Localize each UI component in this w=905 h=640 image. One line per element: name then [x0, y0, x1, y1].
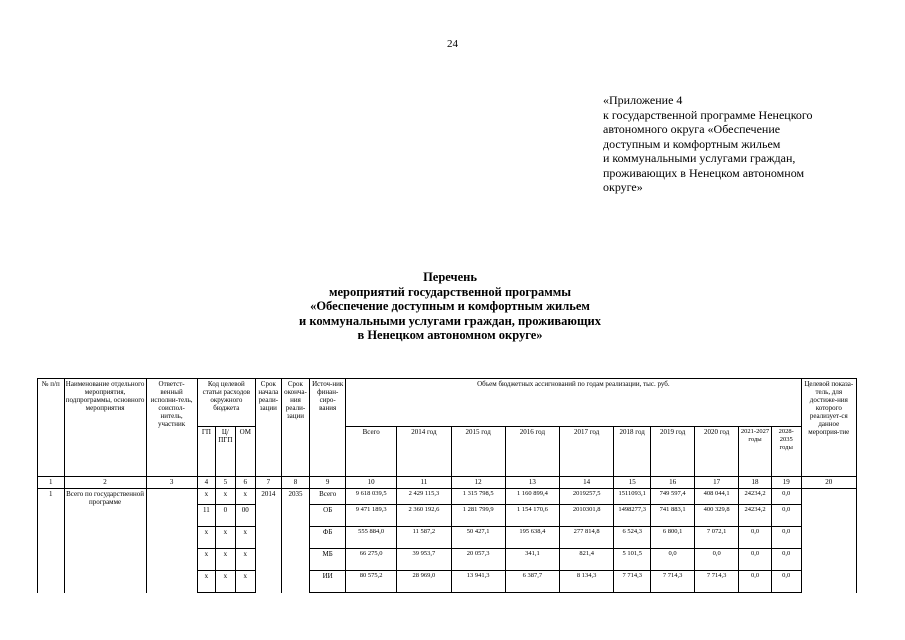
title-line: Перечень [423, 270, 477, 284]
cell-value: 2 429 115,3 [397, 489, 451, 505]
header-year: 2020 год [695, 427, 739, 477]
cell-value: 2019257,5 [560, 489, 614, 505]
column-numbers-row [38, 477, 857, 489]
header-year: 2016 год [505, 427, 559, 477]
cell-source: Всего [310, 489, 346, 505]
header-responsible: Ответст-венный исполни-тель, соиспол-нитель, участник [146, 379, 197, 477]
cell-value: 821,4 [560, 549, 614, 571]
cell-value: 2 360 192,6 [397, 505, 451, 527]
cell-value: 7 714,3 [651, 571, 695, 593]
cell-gp: х [197, 489, 215, 505]
appendix-line: доступным и комфортным жильем [603, 136, 781, 151]
item-indicator [801, 489, 856, 593]
col-number: 6 [235, 477, 256, 489]
activities-table [37, 378, 857, 593]
cell-value: 7 072,1 [695, 527, 739, 549]
cell-total: 555 884,0 [346, 527, 397, 549]
cell-source: ОБ [310, 505, 346, 527]
header-num: № п/п [38, 379, 65, 477]
col-number: 8 [281, 477, 310, 489]
header-start: Срок начала реали-зации [256, 379, 282, 477]
header-indicator: Целевой показа-тель, для достиже-ния которого реализует-ся данное мероприя-тие [801, 379, 856, 477]
cell-gp: 11 [197, 505, 215, 527]
title-line: и коммунальными услугами граждан, проживающих [299, 313, 601, 328]
cell-om: 00 [235, 505, 256, 527]
page-number: 24 [447, 38, 458, 50]
header-code: Код целевой статьи расходов окружного бюджета [197, 379, 255, 427]
header-name: Наименование отдельного мероприятия, подпрограммы, основного мероприятия [64, 379, 146, 477]
header-code-gp: ГП [197, 427, 215, 477]
cell-total: 9 618 039,5 [346, 489, 397, 505]
col-number: 20 [801, 477, 856, 489]
item-name: Всего по государственной программе [64, 489, 146, 593]
cell-value: 8 134,3 [560, 571, 614, 593]
cell-value: 6 387,7 [505, 571, 559, 593]
cell-gp: х [197, 571, 215, 593]
header-year: 2028-2035 годы [771, 427, 801, 477]
cell-value: 24234,2 [739, 505, 772, 527]
cell-source: МБ [310, 549, 346, 571]
cell-value: 0,0 [771, 489, 801, 505]
cell-value: 749 597,4 [651, 489, 695, 505]
col-number: 19 [771, 477, 801, 489]
cell-value: 28 969,0 [397, 571, 451, 593]
col-number: 13 [505, 477, 559, 489]
appendix-line: и коммунальными услугами граждан, [603, 151, 796, 165]
header-year: 2017 год [560, 427, 614, 477]
cell-pgp: х [216, 571, 235, 593]
cell-gp: х [197, 527, 215, 549]
cell-value: 39 953,7 [397, 549, 451, 571]
header-source: Источ-ник финан-сиро-вания [310, 379, 346, 477]
header-year: 2015 год [451, 427, 505, 477]
col-number: 2 [64, 477, 146, 489]
cell-value: 277 814,8 [560, 527, 614, 549]
cell-value: 0,0 [739, 571, 772, 593]
col-number: 7 [256, 477, 282, 489]
item-responsible [146, 489, 197, 593]
cell-value: 24234,2 [739, 489, 772, 505]
cell-om: х [235, 549, 256, 571]
col-number: 16 [651, 477, 695, 489]
appendix-line: «Приложение 4 [603, 93, 683, 107]
cell-value: 7 714,3 [614, 571, 651, 593]
cell-total: 66 275,0 [346, 549, 397, 571]
col-number: 14 [560, 477, 614, 489]
col-number: 12 [451, 477, 505, 489]
cell-value: 6 524,3 [614, 527, 651, 549]
header-year: 2021-2027 годы [739, 427, 772, 477]
cell-value: 1498277,3 [614, 505, 651, 527]
header-year: 2014 год [397, 427, 451, 477]
cell-value: 408 044,1 [695, 489, 739, 505]
header-code-pgp: Ц/ ПГП [216, 427, 235, 477]
col-number: 4 [197, 477, 215, 489]
cell-om: х [235, 571, 256, 593]
cell-value: 5 101,5 [614, 549, 651, 571]
cell-value: 0,0 [771, 549, 801, 571]
item-start: 2014 [256, 489, 282, 593]
item-end: 2035 [281, 489, 310, 593]
cell-value: 1 154 170,6 [505, 505, 559, 527]
cell-value: 0,0 [771, 571, 801, 593]
cell-value: 13 941,3 [451, 571, 505, 593]
cell-om: х [235, 489, 256, 505]
col-number: 3 [146, 477, 197, 489]
table-row [38, 489, 857, 505]
cell-value: 1 281 799,9 [451, 505, 505, 527]
cell-value: 0,0 [651, 549, 695, 571]
col-number: 10 [346, 477, 397, 489]
appendix-line: проживающих в Ненецком автономном [603, 165, 805, 180]
cell-gp: х [197, 549, 215, 571]
cell-value: 6 800,1 [651, 527, 695, 549]
col-number: 11 [397, 477, 451, 489]
header-total: Всего [346, 427, 397, 477]
cell-value: 0,0 [695, 549, 739, 571]
document-title [170, 270, 730, 343]
header-row-1 [38, 379, 857, 427]
col-number: 9 [310, 477, 346, 489]
cell-value: 11 587,2 [397, 527, 451, 549]
cell-value: 0,0 [739, 527, 772, 549]
cell-pgp: х [216, 527, 235, 549]
col-number: 17 [695, 477, 739, 489]
cell-source: ИИ [310, 571, 346, 593]
cell-om: х [235, 527, 256, 549]
appendix-line: округе» [603, 180, 643, 194]
cell-value: 195 638,4 [505, 527, 559, 549]
cell-value: 50 427,1 [451, 527, 505, 549]
cell-total: 9 471 189,3 [346, 505, 397, 527]
appendix-note [603, 93, 893, 195]
cell-value: 0,0 [771, 527, 801, 549]
col-number: 15 [614, 477, 651, 489]
cell-pgp: х [216, 489, 235, 505]
cell-value: 0,0 [739, 549, 772, 571]
item-num: 1 [38, 489, 65, 593]
title-line: «Обеспечение доступным и комфортным жильем [310, 299, 590, 313]
col-number: 5 [216, 477, 235, 489]
cell-value: 1 160 899,4 [505, 489, 559, 505]
appendix-line: автономного округа «Обеспечение [603, 122, 781, 136]
header-year: 2019 год [651, 427, 695, 477]
title-line: мероприятий государственной программы [328, 284, 572, 299]
cell-value: 741 883,1 [651, 505, 695, 527]
col-number: 1 [38, 477, 65, 489]
header-year: 2018 год [614, 427, 651, 477]
appendix-line: к государственной программе Ненецкого [603, 107, 813, 122]
title-line: в Ненецком автономном округе» [357, 328, 543, 342]
header-budget-group: Объем бюджетных ассигнований по годам реализации, тыс. руб. [346, 379, 802, 427]
cell-pgp: х [216, 549, 235, 571]
header-code-om: ОМ [235, 427, 256, 477]
cell-value: 1511093,1 [614, 489, 651, 505]
cell-value: 1 315 798,5 [451, 489, 505, 505]
cell-source: ФБ [310, 527, 346, 549]
cell-value: 0,0 [771, 505, 801, 527]
col-number: 18 [739, 477, 772, 489]
cell-value: 400 329,8 [695, 505, 739, 527]
cell-value: 341,1 [505, 549, 559, 571]
cell-pgp: 0 [216, 505, 235, 527]
cell-value: 20 057,3 [451, 549, 505, 571]
cell-value: 7 714,3 [695, 571, 739, 593]
cell-value: 2010301,8 [560, 505, 614, 527]
cell-total: 80 575,2 [346, 571, 397, 593]
header-end: Срок оконча-ния реали-зации [281, 379, 310, 477]
